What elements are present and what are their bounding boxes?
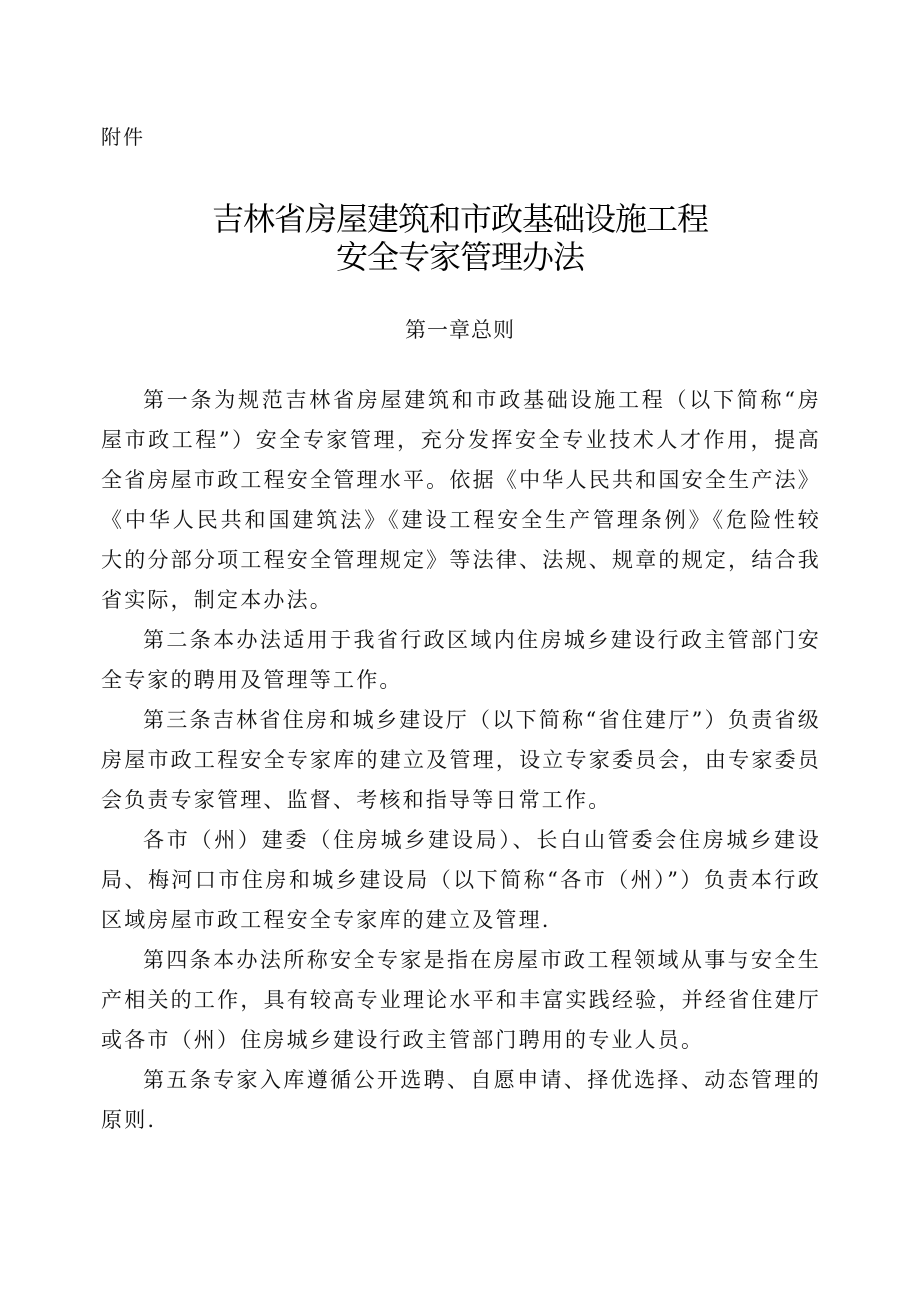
article-5-paragraph: 第五条专家入库遵循公开选聘、自愿申请、择优选择、动态管理的原则. [101,1068,821,1132]
document-title-line-1: 吉林省房屋建筑和市政基础设施工程 [211,200,708,238]
document-body [101,380,821,1140]
document-title-line-2: 安全专家管理办法 [335,238,584,276]
chapter-heading: 第一章总则 [405,318,515,342]
article-2-paragraph: 第二条本办法适用于我省行政区域内住房城乡建设行政主管部门安全专家的聘用及管理等工作。 [101,628,821,692]
article-3-continuation-paragraph: 各市（州）建委（住房城乡建设局）、长白山管委会住房城乡建设局、梅河口市住房和城乡建设局（以下简称“各市（州）”）负责本行政区域房屋市政工程安全专家库的建立及管理. [101,828,821,932]
article-4-paragraph: 第四条本办法所称安全专家是指在房屋市政工程领域从事与安全生产相关的工作，具有较高专业理论水平和丰富实践经验，并经省住建厅或各市（州）住房城乡建设行政主管部门聘用的专业人员。 [101,948,821,1052]
article-1-paragraph: 第一条为规范吉林省房屋建筑和市政基础设施工程（以下简称“房屋市政工程”）安全专家管理，充分发挥安全专业技术人才作用，提高全省房屋市政工程安全管理水平。依据《中华人民共和国安全生产法》《中华人民共和国建筑法》《建设工程安全生产管理条例》《危险性较大的分部分项工程安全管理规定》等法律、法规、规章的规定，结合我省实际，制定本办法。 [101,388,821,612]
article-3-paragraph: 第三条吉林省住房和城乡建设厅（以下简称“省住建厅”）负责省级房屋市政工程安全专家库的建立及管理，设立专家委员会，由专家委员会负责专家管理、监督、考核和指导等日常工作。 [101,708,821,812]
attachment-label: 附件 [101,125,145,149]
